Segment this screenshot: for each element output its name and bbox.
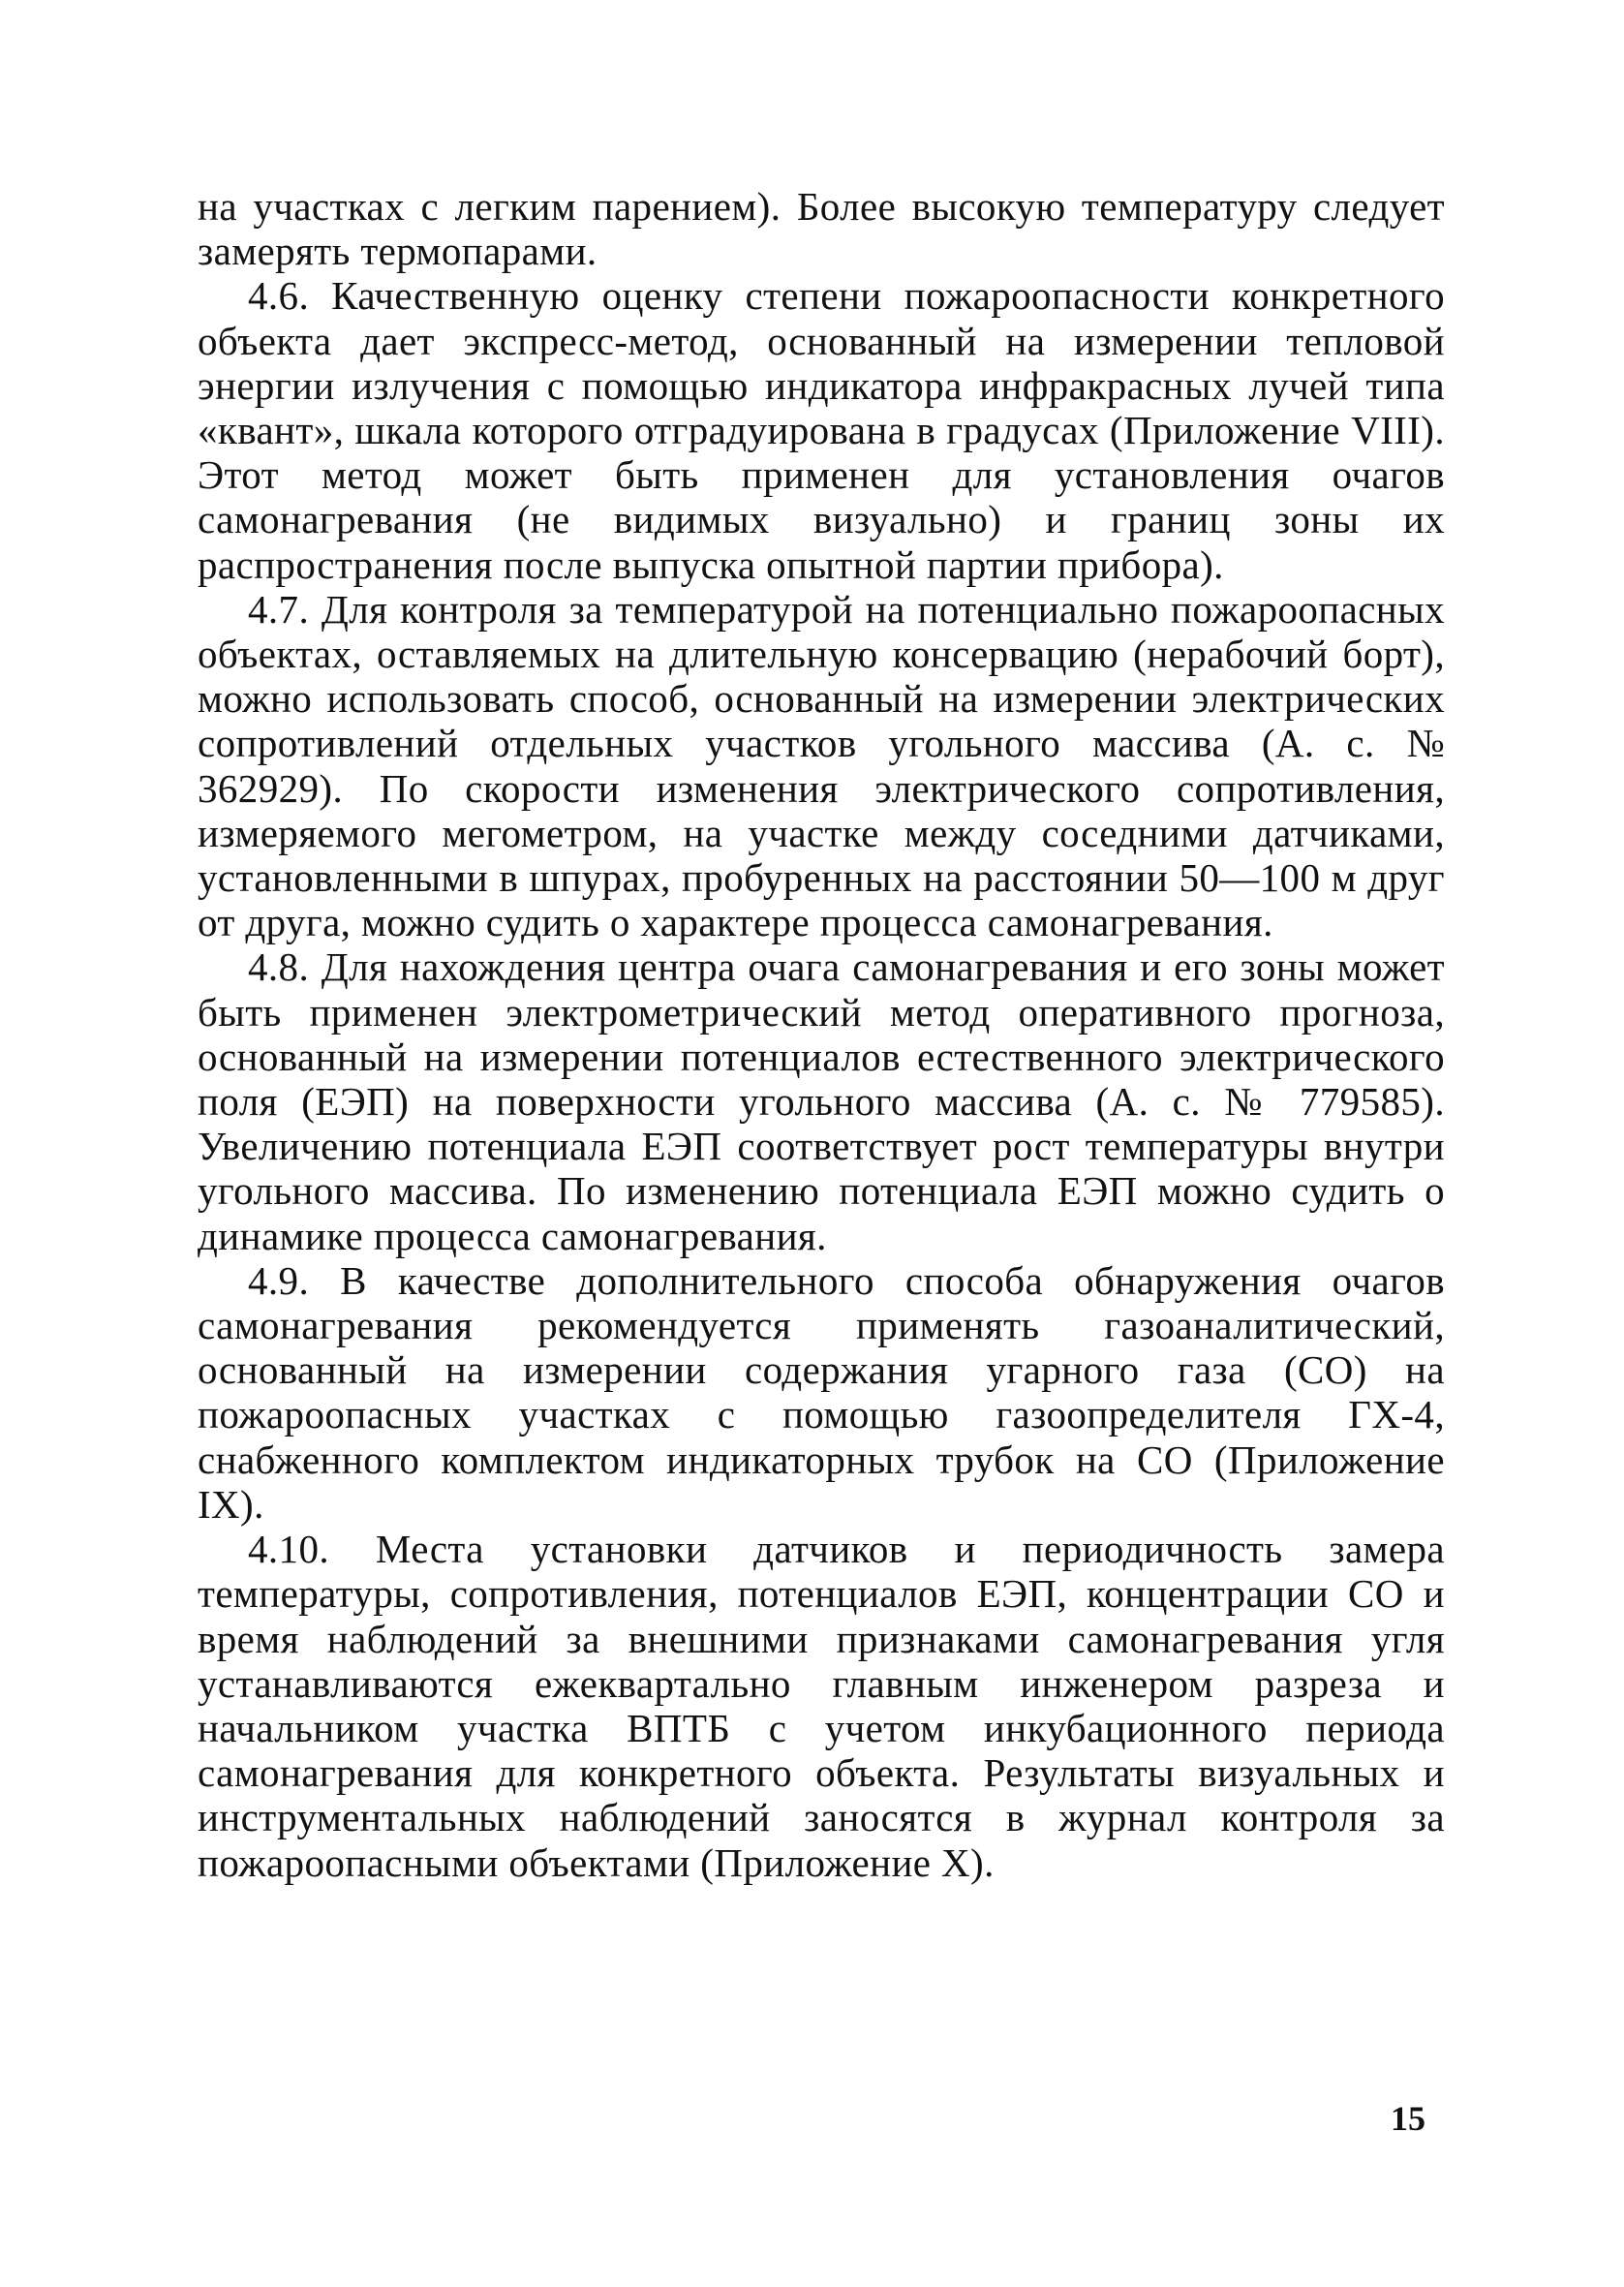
paragraph-4-7: 4.7. Для контроля за температурой на потенциально пожароопасных объектах, оставляемых на длительную консервацию (нерабочий борт), можно использовать способ, основанный на измерении электрических сопротивлений отдельных участков угольного массива (А. с. № 362929). По скорости изменения электрического сопротивления, измеряемого мегометром, на участке между соседними датчиками, установленными в шпурах, пробуренных на расстоянии 50—100 м друг от друга, можно судить о характере процесса самонагревания. [198, 586, 1445, 945]
paragraph-4-10: 4.10. Места установки датчиков и периодичность замера температуры, сопротивления, потенциалов ЕЭП, концентрации СО и время наблюдений за внешними признаками самонагревания угля устанавливаются ежеквартально главным инженером разреза и начальником участка ВПТБ с учетом инкубационного периода самонагревания для конкретного объекта. Результаты визуальных и инструментальных наблюдений заносятся в журнал контроля за пожароопасными объектами (Приложение X). [198, 1527, 1445, 1885]
paragraph-4-6: 4.6. Качественную оценку степени пожароопасности конкретного объекта дает экспресс-метод, основанный на измерении тепловой энергии излучения с помощью индикатора инфракрасных лучей типа «квант», шкала которого отградуирована в градусах (Приложение VIII). Этот метод может быть применен для установления очагов самонагревания (не видимых визуально) и границ зоны их распространения после выпуска опытной партии прибора). [198, 273, 1445, 587]
page-body [198, 184, 1445, 1885]
paragraph-4-8: 4.8. Для нахождения центра очага самонагревания и его зоны может быть применен электрометрический метод оперативного прогноза, основанный на измерении потенциалов естественного электрического поля (ЕЭП) на поверхности угольного массива (А. с. № 779585). Увеличению потенциала ЕЭП соответствует рост температуры внутри угольного массива. По изменению потенциала ЕЭП можно судить о динамике процесса самонагревания. [198, 944, 1445, 1258]
paragraph-continuation: на участках с легким парением). Более высокую температуру следует замерять термопарами. [198, 184, 1445, 274]
page-number: 15 [1391, 2099, 1425, 2138]
paragraph-4-9: 4.9. В качестве дополнительного способа обнаружения очагов самонагревания рекомендуется применять газоаналитический, основанный на измерении содержания угарного газа (СО) на пожароопасных участках с помощью газоопределителя ГХ-4, снабженного комплектом индикаторных трубок на СО (Приложение IX). [198, 1257, 1445, 1527]
